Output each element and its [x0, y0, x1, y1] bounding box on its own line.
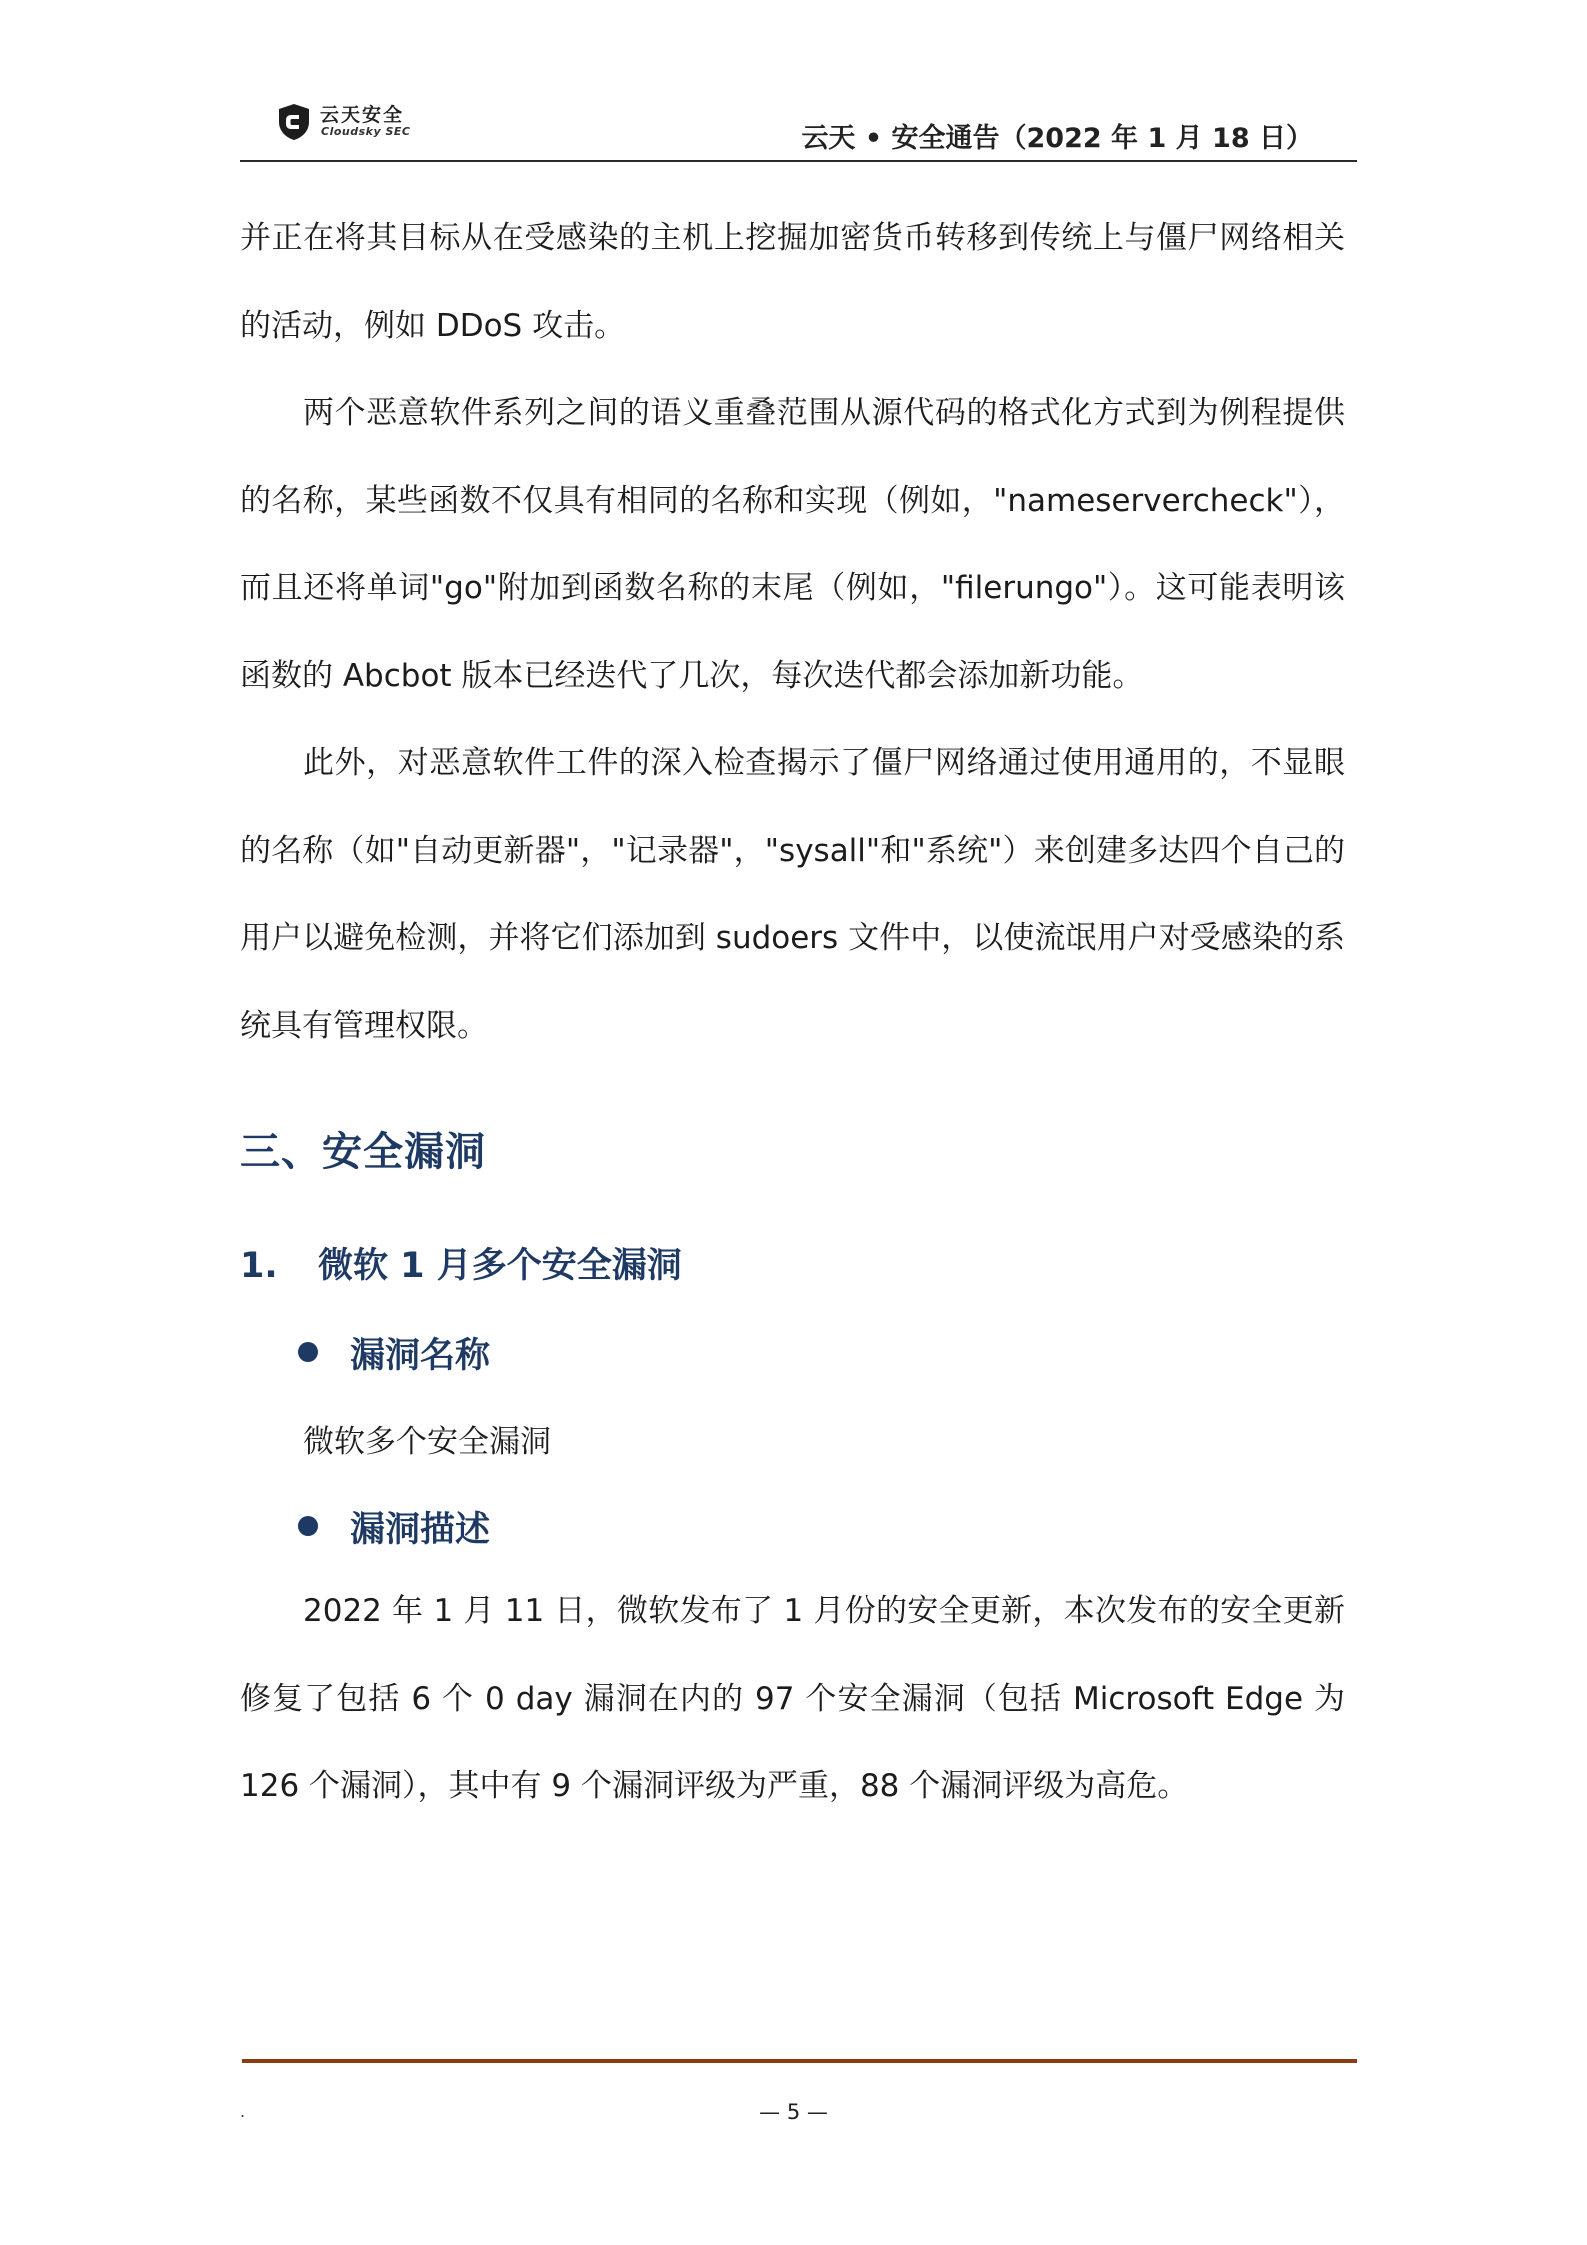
logo-chinese-text: 云天安全: [320, 104, 405, 126]
bullet-label: 漏洞描述: [350, 1510, 491, 1550]
header-title: 云天 • 安全通告（2022 年 1 月 18 日）: [801, 123, 1313, 154]
section-heading: 三、安全漏洞: [240, 1129, 486, 1175]
footer-mark: .: [240, 2102, 246, 2121]
bullet-dot-icon: [298, 1516, 318, 1536]
logo-english-text: Cloudsky SEC: [321, 125, 411, 138]
cloudsky-shield-logo-icon: [274, 102, 314, 142]
body-paragraph-2: 两个恶意软件系列之间的语义重叠范围从源代码的格式化方式到为例程提供的名称，某些函数不仅具有相同的名称和实现（例如，"nameservercheck"），而且还将单词"go"附加到函数名称的末尾（例如，"filerungo"）。这可能表明该函数的 Abcbot 版本已经迭代了几次，每次迭代都会添加新功能。: [240, 395, 1345, 694]
header-divider: [240, 160, 1357, 162]
bullet-label: 漏洞名称: [350, 1336, 491, 1376]
footer-divider: [242, 2059, 1357, 2063]
bullet-vuln-name: [298, 1328, 490, 1378]
body-paragraph-3: 此外，对恶意软件工件的深入检查揭示了僵尸网络通过使用通用的，不显眼的名称（如"自动更新器"，"记录器"，"sysall"和"系统"）来创建多达四个自己的用户以避免检测，并将它们添加到 sudoers 文件中，以使流氓用户对受感染的系统具有管理权限。: [240, 745, 1345, 1044]
page-number: — 5 —: [759, 2100, 828, 2124]
subsection-number: 1.: [240, 1246, 278, 1286]
subsection-title: 微软 1 月多个安全漏洞: [318, 1246, 682, 1286]
subsection-heading: [240, 1238, 682, 1288]
bullet-dot-icon: [298, 1342, 318, 1362]
body-paragraph-4: 2022 年 1 月 11 日，微软发布了 1 月份的安全更新，本次发布的安全更新修复了包括 6 个 0 day 漏洞在内的 97 个安全漏洞（包括 Microsoft Edge 为 126 个漏洞），其中有 9 个漏洞评级为严重，88 个漏洞评级为高危。: [240, 1593, 1345, 1804]
body-paragraph-1: 并正在将其目标从在受感染的主机上挖掘加密货币转移到传统上与僵尸网络相关的活动，例如 DDoS 攻击。: [240, 220, 1345, 344]
vuln-name-text: 微软多个安全漏洞: [303, 1424, 551, 1460]
bullet-vuln-desc: [298, 1502, 490, 1552]
page-header: [240, 96, 1357, 160]
company-logo: [274, 100, 454, 148]
